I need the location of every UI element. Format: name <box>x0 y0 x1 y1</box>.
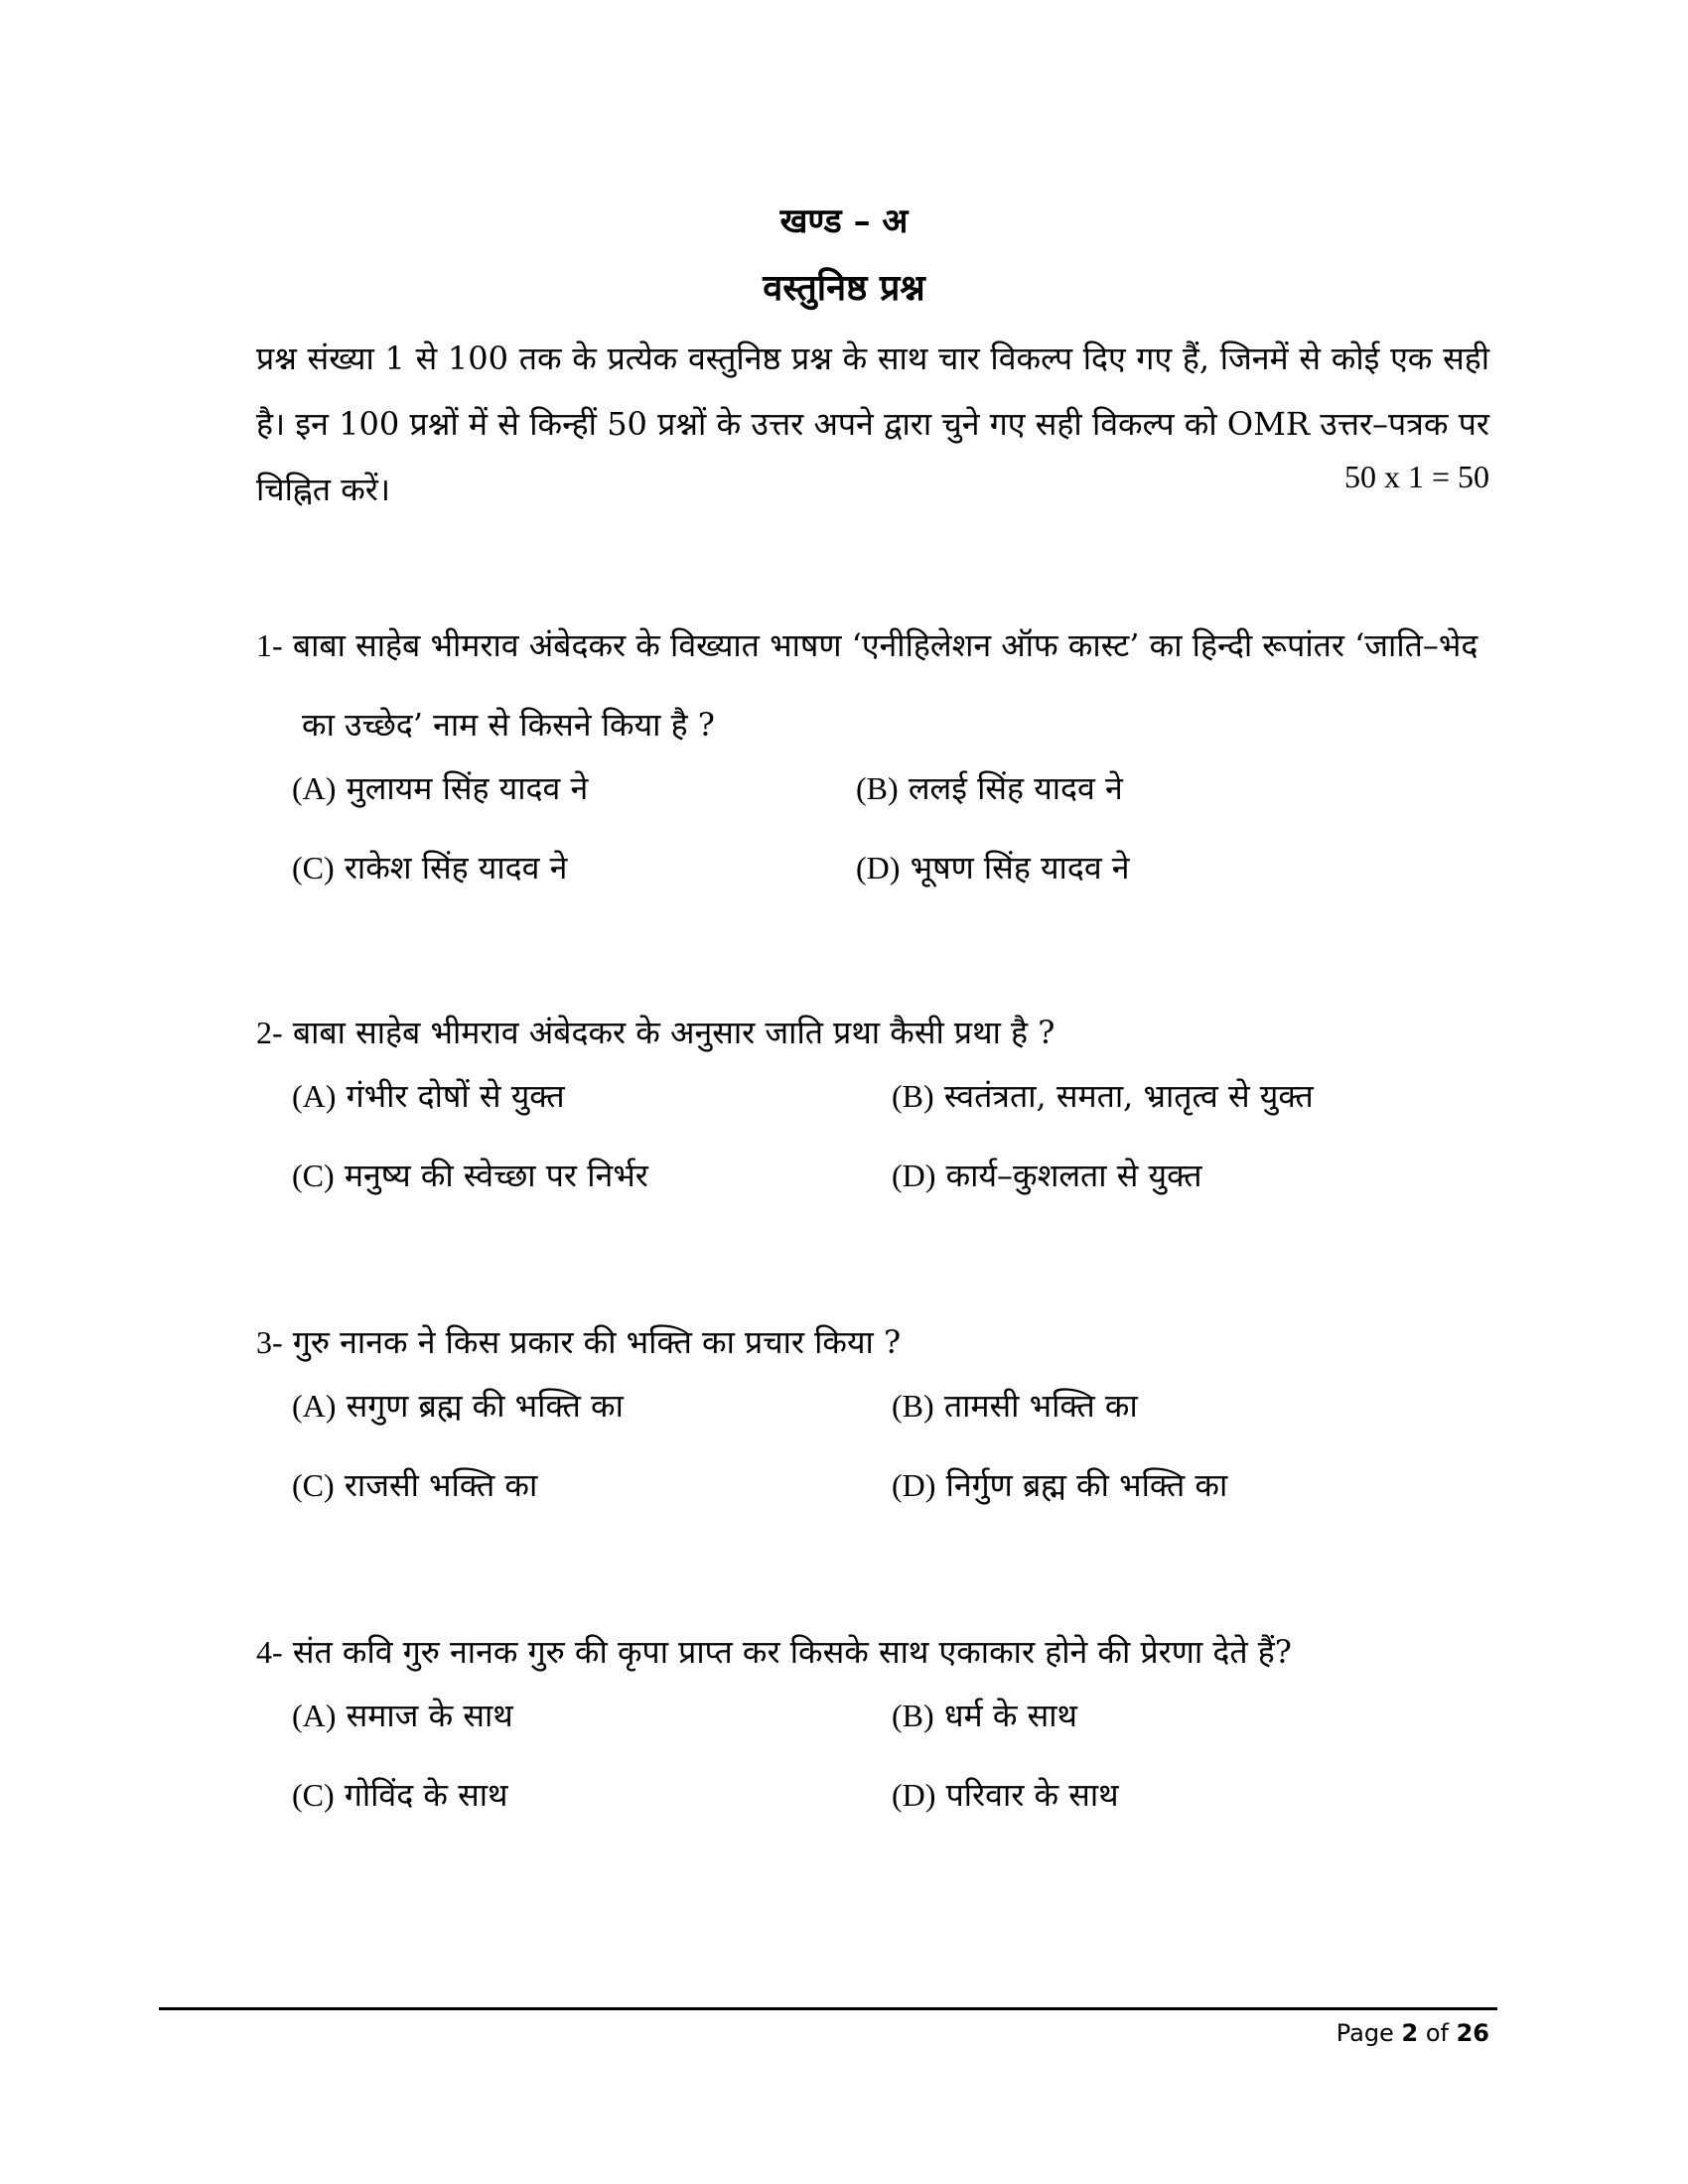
page-label: Page <box>1336 2019 1394 2047</box>
question-number: 3- <box>256 1324 283 1360</box>
options-group <box>256 1386 1489 1545</box>
option-text: परिवार के साथ <box>945 1776 1119 1814</box>
options-group <box>256 1696 1489 1854</box>
option-text: गंभीर दोषों से युक्त <box>346 1077 565 1115</box>
page-number <box>1336 2019 1489 2047</box>
option-letter: (B) <box>856 770 899 806</box>
option-text: राजसी भक्ति का <box>344 1466 538 1504</box>
option-letter: (A) <box>292 1698 337 1733</box>
question-4 <box>256 1612 1489 1854</box>
option-a[interactable] <box>292 1386 624 1426</box>
footer-divider <box>159 2007 1497 2010</box>
question-text <box>256 1302 1489 1382</box>
option-letter: (C) <box>292 1777 335 1813</box>
option-d[interactable] <box>892 1465 1227 1505</box>
option-text: धर्म के साथ <box>943 1697 1077 1734</box>
question-body: बाबा साहेब भीमराव अंबेदकर के अनुसार जाति प्रथा कैसी प्रथा है ? <box>292 1014 1055 1051</box>
option-letter: (C) <box>292 1158 335 1193</box>
question-text <box>256 1612 1489 1692</box>
question-text <box>256 606 1489 764</box>
option-text: समाज के साथ <box>346 1697 513 1734</box>
option-text: तामसी भक्ति का <box>943 1387 1138 1425</box>
option-text: ललई सिंह यादव ने <box>908 769 1123 807</box>
option-c[interactable] <box>292 1775 508 1815</box>
option-c[interactable] <box>292 1156 648 1195</box>
option-b[interactable] <box>892 1386 1138 1426</box>
option-letter: (D) <box>892 1777 936 1813</box>
option-letter: (C) <box>292 1467 335 1503</box>
option-c[interactable] <box>292 848 567 887</box>
question-3 <box>256 1302 1489 1545</box>
option-text: राकेश सिंह यादव ने <box>344 849 568 887</box>
page-total: 26 <box>1456 2019 1489 2047</box>
option-letter: (D) <box>892 1467 936 1503</box>
question-1 <box>256 606 1489 927</box>
option-d[interactable] <box>892 1775 1119 1815</box>
options-group <box>256 1076 1489 1235</box>
option-text: भूषण सिंह यादव ने <box>910 849 1130 887</box>
section-title: खण्ड – अ <box>779 202 909 241</box>
option-b[interactable] <box>892 1076 1314 1116</box>
options-group <box>256 768 1489 927</box>
option-a[interactable] <box>292 768 588 808</box>
option-letter: (B) <box>892 1698 934 1733</box>
question-body: बाबा साहेब भीमराव अंबेदकर के विख्यात भाषण ‘एनीहिलेशन ऑफ कास्ट’ का हिन्दी रूपांतर ‘जाति–भेद का उच्छेद’ नाम से किसने किया है ? <box>292 626 1478 744</box>
option-c[interactable] <box>292 1465 537 1505</box>
question-number: 2- <box>256 1015 283 1050</box>
option-letter: (B) <box>892 1078 934 1114</box>
option-letter: (A) <box>292 1388 337 1424</box>
instructions-text: प्रश्न संख्या 1 से 100 तक के प्रत्येक वस्तुनिष्ठ प्रश्न के साथ चार विकल्प दिए गए हैं, जिनमें से कोई एक सही है। इन 100 प्रश्नों में से किन्हीं 50 प्रश्नों के उत्तर अपने द्वारा चुने गए सही विकल्प को OMR उत्तर–पत्रक पर चिह्नित करें। <box>256 340 1489 508</box>
option-d[interactable] <box>892 1156 1202 1195</box>
marks-formula: 50 x 1 = 50 <box>1343 459 1489 494</box>
option-d[interactable] <box>856 848 1130 887</box>
option-text: मुलायम सिंह यादव ने <box>346 769 589 807</box>
option-text: गोविंद के साथ <box>344 1776 508 1814</box>
option-a[interactable] <box>292 1696 513 1735</box>
option-b[interactable] <box>856 768 1123 808</box>
question-2 <box>256 993 1489 1235</box>
option-a[interactable] <box>292 1076 565 1116</box>
question-body: गुरु नानक ने किस प्रकार की भक्ति का प्रचार किया ? <box>292 1323 902 1361</box>
option-text: मनुष्य की स्वेच्छा पर निर्भर <box>344 1157 648 1194</box>
question-number: 1- <box>256 627 283 663</box>
page-current: 2 <box>1401 2019 1419 2047</box>
option-text: सगुण ब्रह्म की भक्ति का <box>346 1387 624 1425</box>
option-letter: (D) <box>892 1158 936 1193</box>
option-letter: (A) <box>292 1078 337 1114</box>
section-subtitle: वस्तुनिष्ठ प्रश्न <box>763 267 925 309</box>
option-text: स्वतंत्रता, समता, भ्रातृत्व से युक्त <box>943 1077 1314 1115</box>
option-letter: (C) <box>292 850 335 886</box>
option-text: निर्गुण ब्रह्म की भक्ति का <box>945 1466 1228 1504</box>
option-letter: (D) <box>856 850 901 886</box>
option-b[interactable] <box>892 1696 1077 1735</box>
option-letter: (B) <box>892 1388 934 1424</box>
option-letter: (A) <box>292 770 337 806</box>
page-of: of <box>1425 2019 1449 2047</box>
question-body: संत कवि गुरु नानक गुरु की कृपा प्राप्त कर किसके साथ एकाकार होने की प्रेरणा देते हैं? <box>292 1633 1292 1671</box>
question-number: 4- <box>256 1634 283 1670</box>
option-text: कार्य–कुशलता से युक्त <box>945 1157 1202 1194</box>
question-text <box>256 993 1489 1072</box>
